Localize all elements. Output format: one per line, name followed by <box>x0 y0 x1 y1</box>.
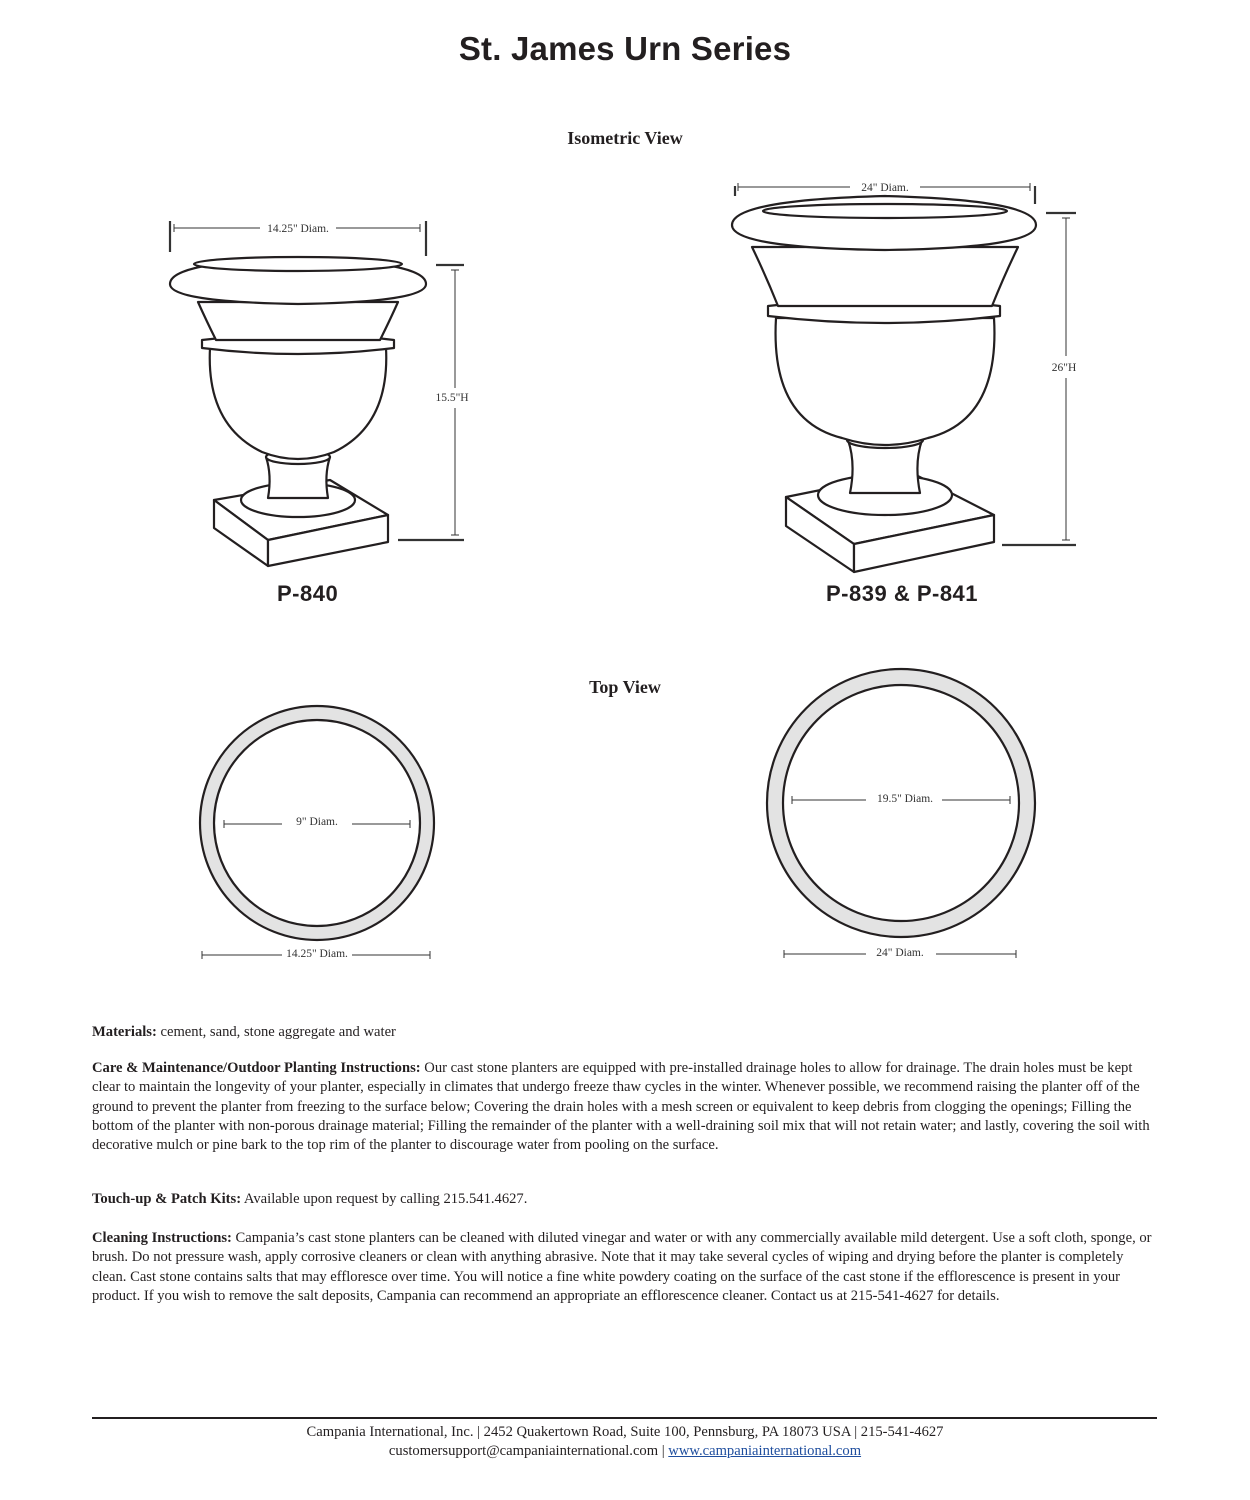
cleaning-label: Cleaning Instructions: <box>92 1230 232 1246</box>
model-label-small: P-840 <box>277 581 339 606</box>
materials-label: Materials: <box>92 1024 157 1040</box>
care-text: Our cast stone planters are equipped with pre-installed drainage holes to allow for drainage. The drain holes must be kept clear to maintain the longevity of your planter, especially in climates that undergo freeze thaw cycles in the winter. Whenever possible, we recommend raising the planter off of the ground to prevent the planter from freezing to the surface below; Covering the drain holes with a mesh screen or equivalent to keep debris from clogging the openings; Filling the bottom of the planter with non-porous drainage material; Filling the remainder of the planter with a well-draining soil mix that will not retain water; and lastly, covering the soil with decorative mulch or pine bark to the top rim of the planter to discourage water from pooling on the surface. <box>92 1060 1150 1154</box>
large-top-inner-label: 19.5" Diam. <box>876 793 934 805</box>
footer-divider <box>92 1417 1157 1419</box>
isometric-view-heading: Isometric View <box>567 128 683 148</box>
large-urn-illustration <box>732 196 1036 572</box>
touchup-text: Available upon request by calling 215.541.4627. <box>241 1191 528 1207</box>
footer-email[interactable]: customersupport@campaniainternational.com <box>388 1443 659 1459</box>
model-label-large: P-839 & P-841 <box>826 581 979 606</box>
cleaning-text: Campania’s cast stone planters can be cleaned with diluted vinegar and water or with any commercially available mild detergent. Use a soft cloth, sponge, or brush. Do not pressure wash, apply corrosive cleaners or clean with anything abrasive. Note that it may take several cycles of wiping and drying before the planter is completely clean. Cast stone contains salts that may effloresce over time. You will notice a fine white powdery coating on the surface of the cast stone if the efflorescence is present in your product. If you wish to remove the salt deposits, Campania can recommend an appropriate an efflorescence cleaner. Contact us at 215-541-4627 for details. <box>92 1230 1152 1304</box>
footer-separator: | <box>658 1443 669 1459</box>
materials-paragraph <box>92 1023 1158 1042</box>
small-top-inner-label: 9" Diam. <box>296 816 338 828</box>
large-iso-height-label: 26"H <box>1051 362 1077 374</box>
materials-text: cement, sand, stone aggregate and water <box>156 1024 396 1040</box>
page-title: St. James Urn Series <box>458 30 792 67</box>
footer-address: Campania International, Inc. | 2452 Quakertown Road, Suite 100, Pennsburg, PA 18073 USA | 215-541-4627 <box>306 1424 944 1440</box>
footer <box>0 1423 1250 1461</box>
care-paragraph <box>92 1059 1158 1155</box>
cleaning-paragraph <box>92 1229 1158 1306</box>
footer-website-link[interactable]: www.campaniainternational.com <box>668 1443 862 1459</box>
care-label: Care & Maintenance/Outdoor Planting Instructions: <box>92 1060 421 1076</box>
touchup-label: Touch-up & Patch Kits: <box>92 1191 242 1207</box>
large-iso-diameter-label: 24" Diam. <box>861 182 909 194</box>
touchup-paragraph <box>92 1190 1158 1209</box>
small-urn-illustration <box>170 257 426 566</box>
large-top-outer-label: 24" Diam. <box>876 947 924 959</box>
small-top-outer-label: 14.25" Diam. <box>286 948 348 960</box>
small-iso-diameter-label: 14.25" Diam. <box>267 223 329 235</box>
small-iso-height-label: 15.5"H <box>435 392 469 404</box>
top-view-heading: Top View <box>589 677 661 697</box>
